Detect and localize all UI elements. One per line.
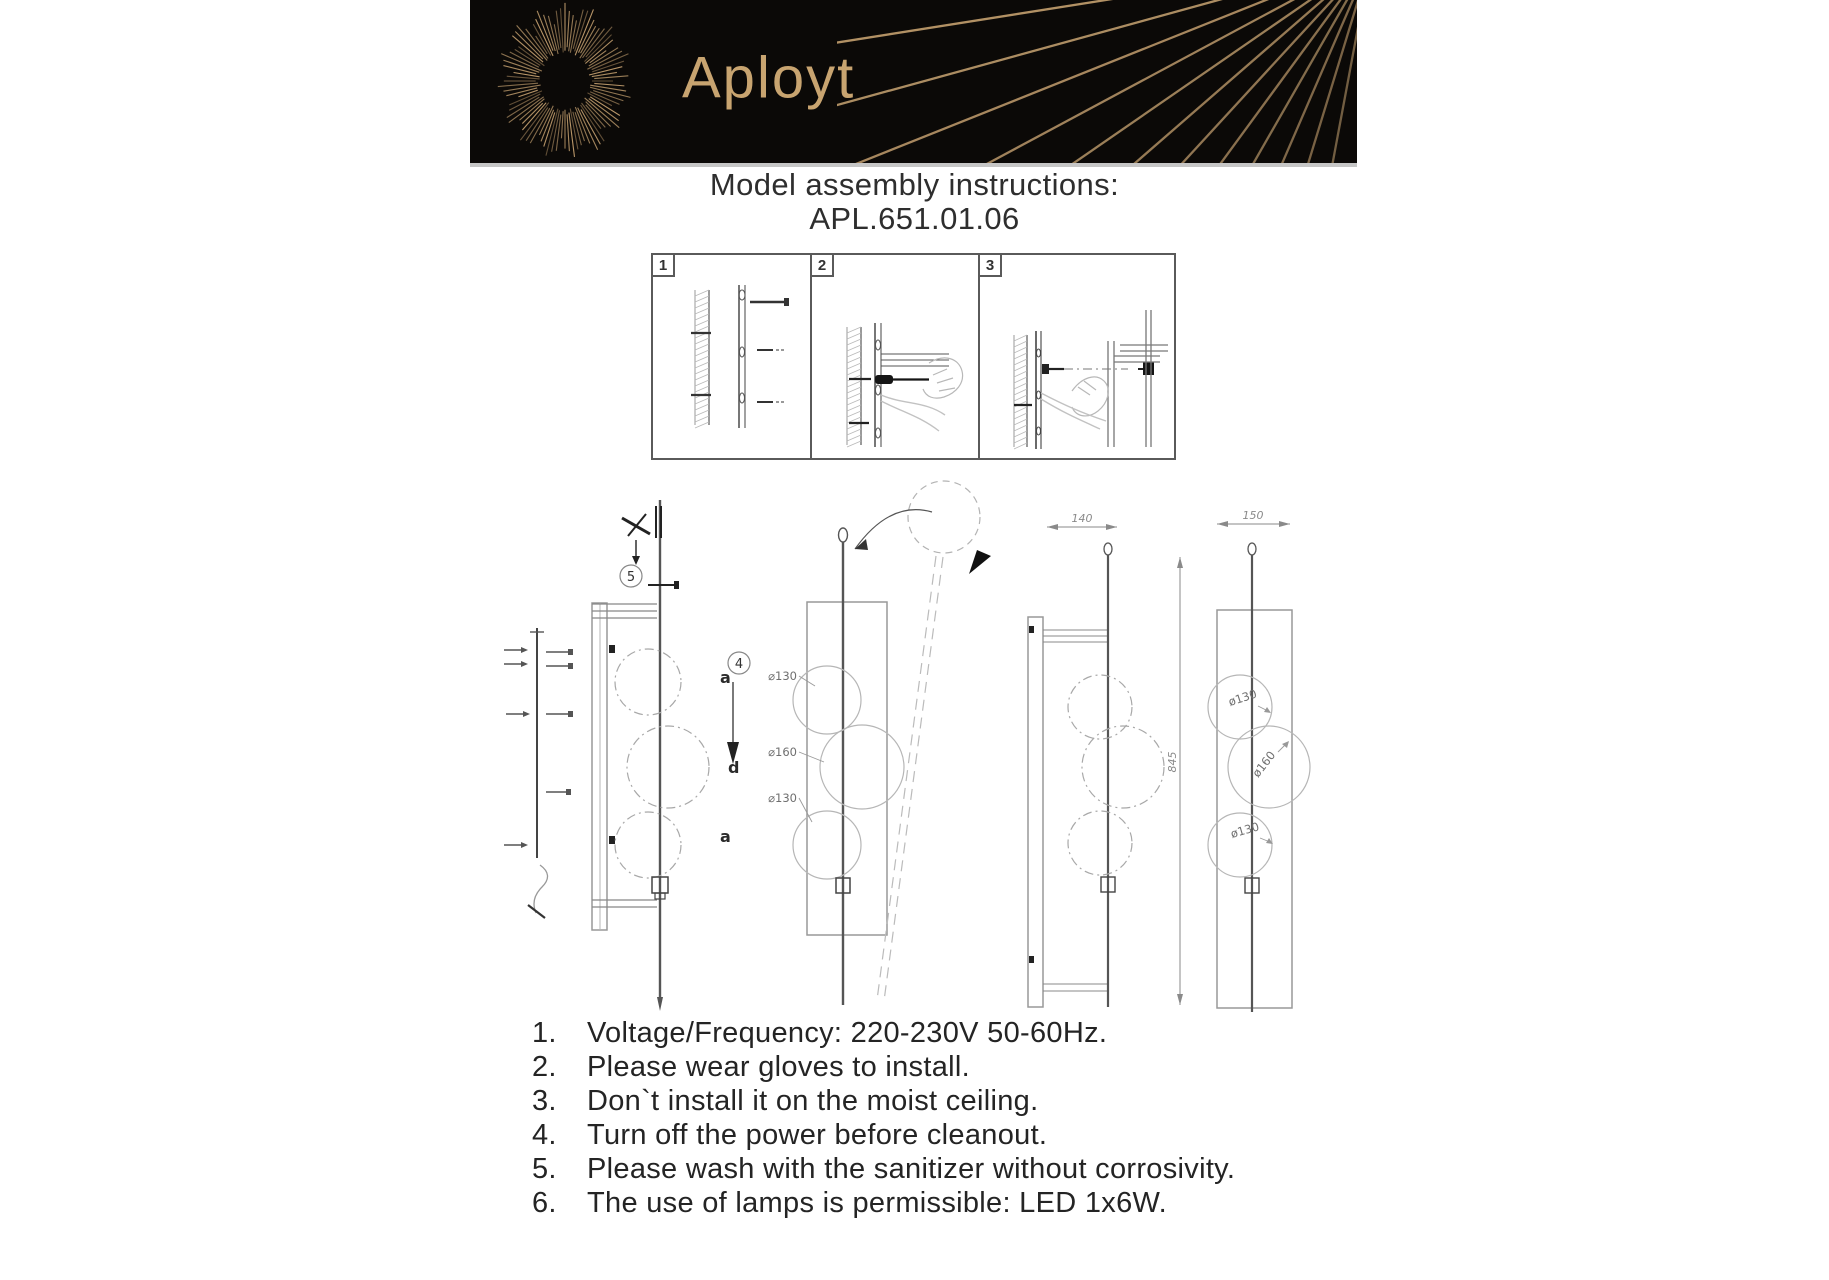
sunburst-logo-icon: [480, 0, 650, 163]
hand-sketch: [923, 358, 963, 398]
technical-drawings: [440, 415, 1395, 1015]
front-view-dimensioned: [1208, 509, 1310, 1012]
item-text: Please wash with the sanitizer without corrosivity.: [587, 1153, 1236, 1185]
item-number: 6.: [532, 1187, 557, 1219]
decorative-rays-icon: [837, 0, 1357, 163]
diameter-label: ⌀160: [768, 745, 797, 759]
side-view-dimensioned: [1028, 512, 1164, 1007]
diameter-label: ø130: [1228, 819, 1261, 841]
dim-depth: 140: [1071, 512, 1093, 525]
diameter-label: ⌀130: [768, 669, 797, 683]
depth-dimension: [1047, 512, 1117, 530]
brand-name: Aployt: [682, 44, 856, 110]
item-text: Don`t install it on the moist ceiling.: [587, 1085, 1039, 1117]
label-d: d: [728, 758, 740, 777]
mounting-plate: [739, 285, 745, 428]
front-view-exploded: [768, 481, 991, 1005]
screwdriver-icon: [875, 375, 929, 384]
label-a-bottom: a: [720, 827, 731, 846]
item-text: Voltage/Frequency: 220-230V 50-60Hz.: [587, 1017, 1108, 1049]
brand-banner: [470, 0, 1357, 163]
step-number-badge: 1: [651, 253, 675, 277]
bracket-view: [504, 628, 573, 918]
item-number: 3.: [532, 1085, 557, 1117]
diameter-label: ⌀130: [768, 791, 797, 805]
callout-4: 4: [734, 657, 744, 672]
wall-hatch: [695, 290, 709, 428]
dim-width: 150: [1242, 509, 1264, 522]
page-title: Model assembly instructions:: [709, 167, 1120, 202]
side-view: [592, 500, 709, 1011]
model-number: APL.651.01.06: [809, 201, 1020, 236]
assembly-callouts: [720, 652, 750, 846]
front-diameter-labels: [768, 669, 824, 822]
width-dimension: [1217, 509, 1290, 527]
item-text: Please wear gloves to install.: [587, 1051, 970, 1083]
item-number: 1.: [532, 1017, 557, 1049]
title-block: [0, 168, 1829, 236]
step-number-badge: 2: [810, 253, 834, 277]
item-text: Turn off the power before cleanout.: [587, 1119, 1048, 1151]
item-text: The use of lamps is permissible: LED 1x6W.: [587, 1187, 1167, 1219]
insert-arrow: [969, 550, 991, 574]
height-dimension: [1166, 557, 1183, 1005]
label-a-top: a: [720, 668, 731, 687]
diameter-label: ø130: [1226, 686, 1259, 709]
step-number-badge: 3: [978, 253, 1002, 277]
callout-5: 5: [626, 570, 636, 585]
alignment-screw: [1042, 362, 1154, 375]
item-number: 5.: [532, 1153, 557, 1185]
item-number: 2.: [532, 1051, 557, 1083]
item-number: 4.: [532, 1119, 557, 1151]
dim-height: 845: [1166, 751, 1179, 773]
diameter-label: ø160: [1249, 748, 1279, 780]
side-diameter-labels: [1227, 687, 1289, 844]
